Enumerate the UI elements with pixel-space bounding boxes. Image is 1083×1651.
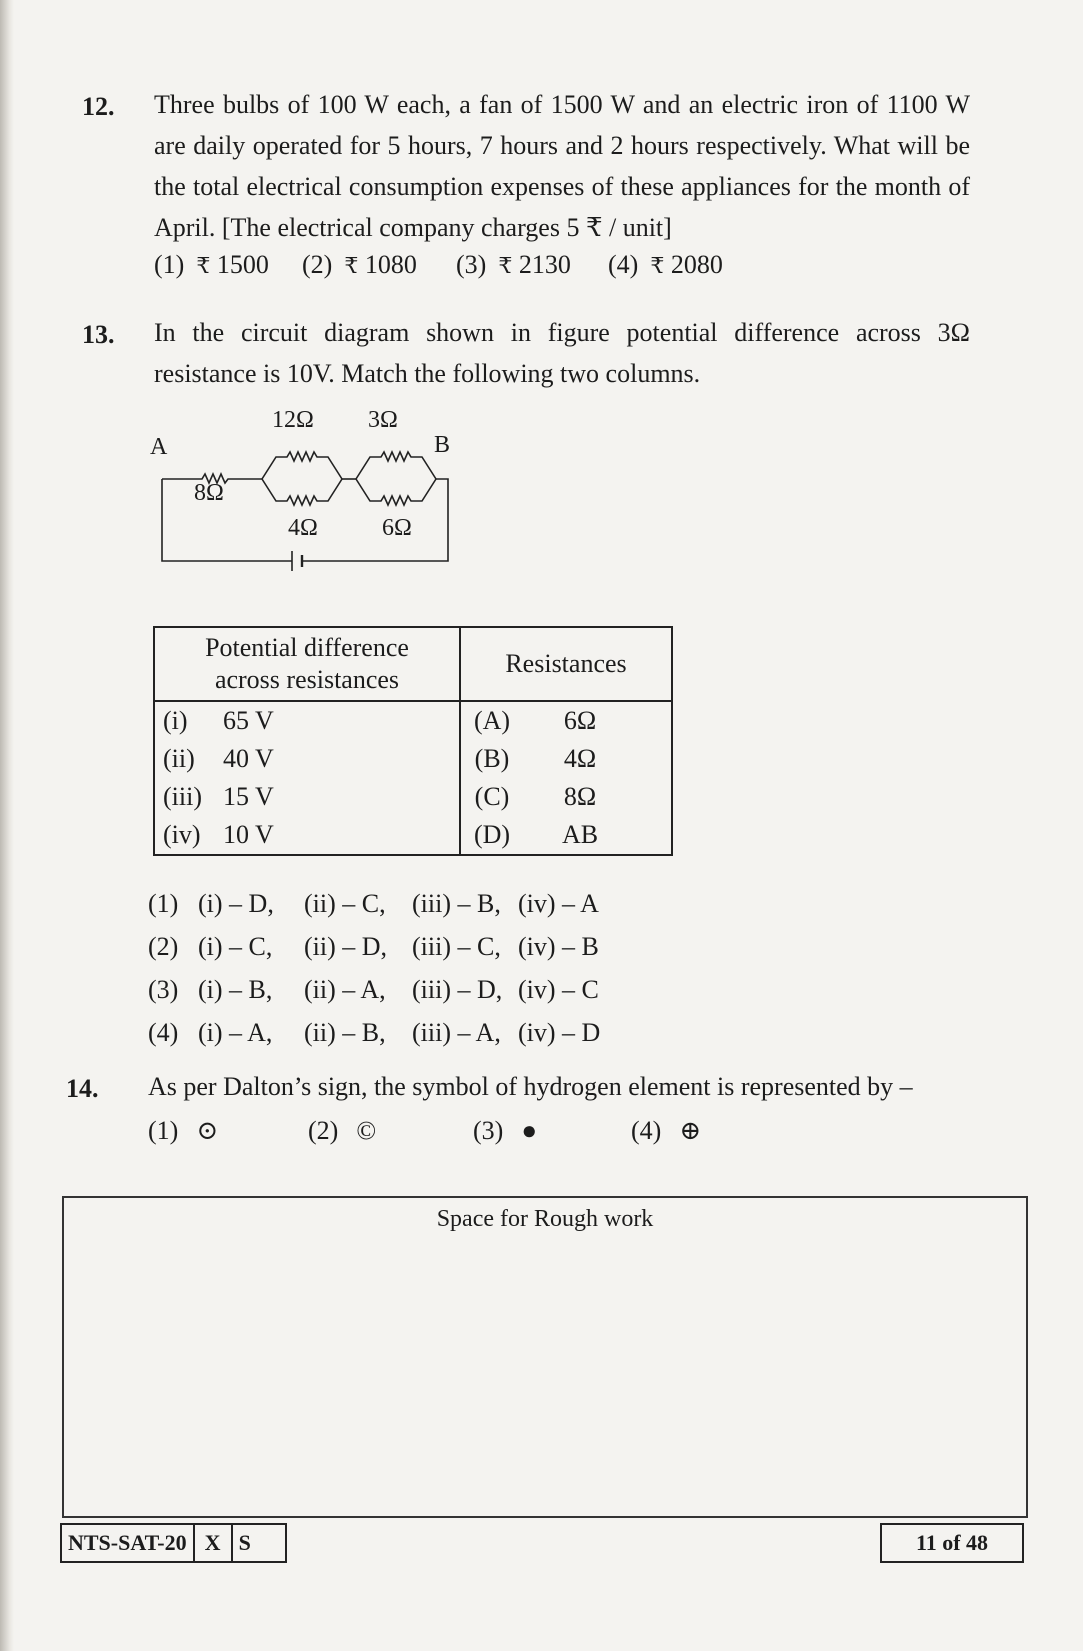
q12-option-1[interactable]: (1) ₹ 1500 — [154, 250, 269, 279]
rupee-symbol: ₹ — [650, 253, 665, 278]
circuit-diagram — [150, 405, 470, 585]
wire-left-bottom — [162, 479, 292, 561]
label-6-ohm: 6Ω — [382, 515, 412, 541]
label-12-ohm: 12Ω — [272, 407, 314, 433]
footer-code-box — [60, 1523, 287, 1563]
q14-number: 14. — [66, 1074, 99, 1103]
resistor-3-ohm — [356, 452, 436, 479]
rough-work-title: Space for Rough work — [436, 1206, 654, 1232]
footer-x: X — [195, 1525, 233, 1561]
q13-number: 13. — [82, 320, 115, 349]
q13-option-2[interactable]: (2) (i) – C, (ii) – D, (iii) – C, (iv) – B — [148, 931, 599, 961]
q12-text: Three bulbs of 100 W each, a fan of 1500 W and an electric iron of 1100 W are daily operated for 5 hours, 7 hours and 2 hours respectively. What will be the total electrical consumption expenses of these appliances for the month of April. [The electrical company charges 5 ₹ / unit] — [154, 90, 970, 242]
table-row: (iv) 10 V (D) AB — [154, 816, 672, 855]
q12-number: 12. — [82, 92, 115, 121]
q13-option-1[interactable]: (1) (i) – D, (ii) – C, (iii) – B, (iv) – A — [148, 888, 599, 918]
q14-option-3[interactable]: (3) ● — [473, 1116, 538, 1145]
node-a-label: A — [150, 434, 168, 460]
q12-option-4[interactable]: (4) ₹ 2080 — [608, 250, 723, 279]
rupee-symbol: ₹ — [196, 253, 211, 278]
page-edge-shadow — [0, 0, 14, 1651]
label-8-ohm: 8Ω — [194, 480, 224, 506]
page-number: 11 of 48 — [915, 1530, 989, 1555]
q12-option-2[interactable]: (2) ₹ 1080 — [302, 250, 417, 279]
q14-option-2[interactable]: (2) © — [308, 1116, 377, 1145]
footer-s: S — [238, 1530, 251, 1555]
rupee-symbol: ₹ — [344, 253, 359, 278]
resistor-6-ohm — [356, 479, 436, 505]
table-row: (i) 65 V (A) 6Ω — [154, 701, 672, 740]
circle-dot-icon: ⊙ — [196, 1116, 219, 1145]
copyright-icon: © — [356, 1116, 377, 1145]
node-b-label: B — [434, 432, 451, 458]
q14-option-1[interactable]: (1) ⊙ — [148, 1116, 219, 1145]
table-row: (iii) 15 V (C) 8Ω — [154, 778, 672, 816]
match-table — [153, 626, 673, 856]
rupee-symbol: ₹ — [498, 253, 513, 278]
q13-option-3[interactable]: (3) (i) – B, (ii) – A, (iii) – D, (iv) – C — [148, 974, 599, 1004]
resistor-12-ohm — [262, 452, 342, 479]
q14-text: As per Dalton’s sign, the symbol of hydrogen element is represented by – — [148, 1072, 913, 1101]
rough-work-box — [62, 1196, 1028, 1518]
col2-header: Resistances — [460, 627, 672, 701]
q13-options — [148, 882, 600, 1054]
col1-header: Potential difference across resistances — [154, 627, 460, 701]
q14-options — [148, 1116, 701, 1146]
footer-code: NTS-SAT-20 — [62, 1525, 195, 1561]
label-4-ohm: 4Ω — [288, 515, 318, 541]
q12-option-3[interactable]: (3) ₹ 2130 — [456, 250, 571, 279]
table-header-row — [154, 627, 672, 701]
label-3-ohm: 3Ω — [368, 407, 398, 433]
circle-plus-icon: ⊕ — [679, 1116, 702, 1145]
q12-options — [154, 250, 723, 280]
q13-option-4[interactable]: (4) (i) – A, (ii) – B, (iii) – A, (iv) – D — [148, 1017, 601, 1047]
q14-option-4[interactable]: (4) ⊕ — [631, 1116, 702, 1145]
resistor-4-ohm — [262, 479, 342, 505]
q13-text: In the circuit diagram shown in figure potential difference across 3Ω resistance is 10V. Match the following two columns. — [154, 318, 970, 388]
table-row: (ii) 40 V (B) 4Ω — [154, 740, 672, 778]
wire-right-bottom — [302, 479, 448, 561]
footer-page-box — [880, 1523, 1024, 1563]
filled-circle-icon: ● — [521, 1116, 538, 1145]
